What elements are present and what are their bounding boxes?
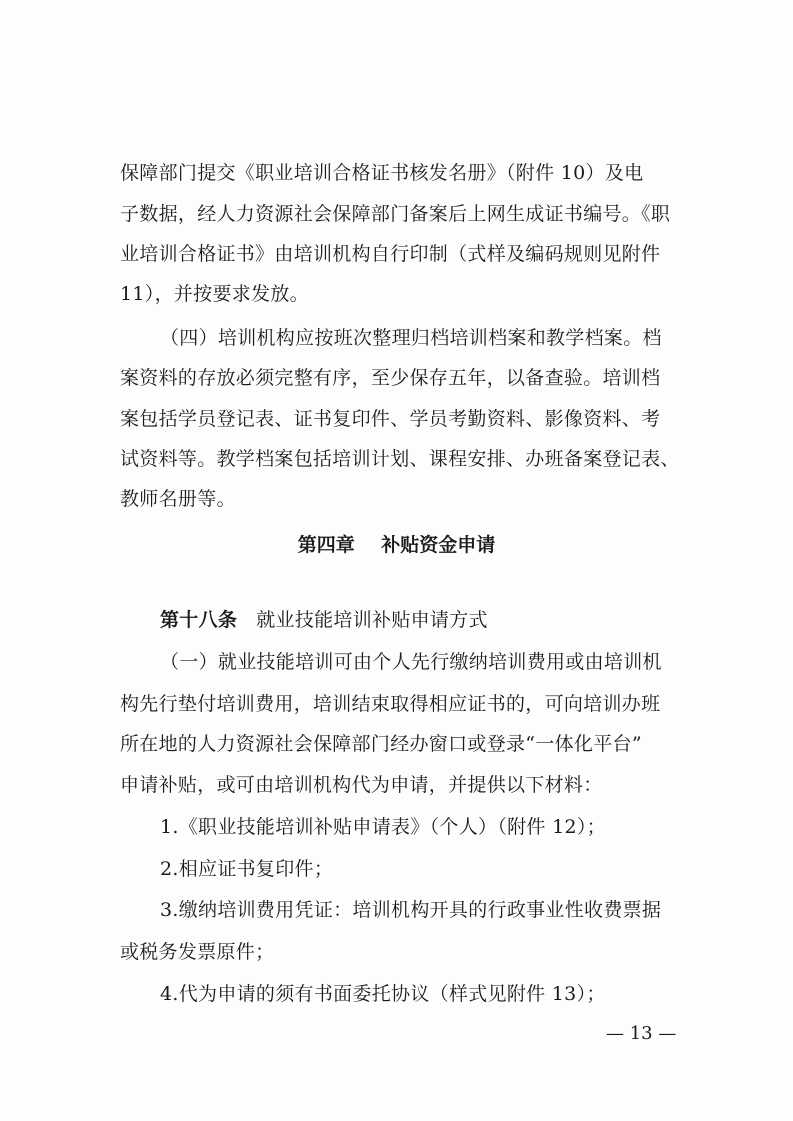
paragraph-line: 案资料的存放必须完整有序，至少保存五年，以备查验。培训档 bbox=[120, 367, 661, 389]
paragraph-line: 教师名册等。 bbox=[120, 488, 236, 510]
paragraph-line: 所在地的人力资源社会保障部门经办窗口或登录“一体化平台” bbox=[120, 733, 642, 755]
paragraph-line: （一）就业技能培训可由个人先行缴纳培训费用或由培训机 bbox=[160, 651, 662, 673]
paragraph-line: 案包括学员登记表、证书复印件、学员考勤资料、影像资料、考 bbox=[120, 408, 661, 430]
paragraph-line: 申请补贴，或可由培训机构代为申请，并提供以下材料： bbox=[120, 774, 603, 796]
page-number: — 13 — bbox=[606, 1023, 677, 1044]
article-spacer bbox=[237, 609, 256, 631]
paragraph-line: 业培训合格证书》由培训机构自行印制（式样及编码规则见附件 bbox=[120, 243, 661, 265]
article-label: 第十八条 bbox=[160, 609, 238, 631]
list-item: 4.代为申请的须有书面委托协议（样式见附件 13）； bbox=[160, 983, 606, 1005]
paragraph-line: 构先行垫付培训费用，培训结束取得相应证书的，可向培训办班 bbox=[120, 693, 661, 715]
list-item: 1.《职业技能培训补贴申请表》（个人）（附件 12）； bbox=[160, 816, 606, 838]
list-item: 或税务发票原件； bbox=[120, 941, 275, 963]
paragraph-line: 子数据，经人力资源社会保障部门备案后上网生成证书编号。《职 bbox=[120, 203, 671, 225]
paragraph-line: （四）培训机构应按班次整理归档培训档案和教学档案。档 bbox=[160, 327, 662, 349]
paragraph-line: 11），并按要求发放。 bbox=[120, 283, 309, 305]
paragraph-line: 试资料等。教学档案包括培训计划、课程安排、办班备案登记表、 bbox=[120, 448, 680, 470]
chapter-title: 第四章 补贴资金申请 bbox=[297, 534, 496, 556]
list-item: 2.相应证书复印件； bbox=[160, 858, 334, 880]
paragraph-line: 保障部门提交《职业培训合格证书核发名册》（附件 10）及电 bbox=[120, 162, 644, 184]
article-heading bbox=[160, 606, 488, 634]
list-item: 3.缴纳培训费用凭证：培训机构开具的行政事业性收费票据 bbox=[160, 899, 662, 921]
article-title: 就业技能培训补贴申请方式 bbox=[256, 609, 488, 631]
